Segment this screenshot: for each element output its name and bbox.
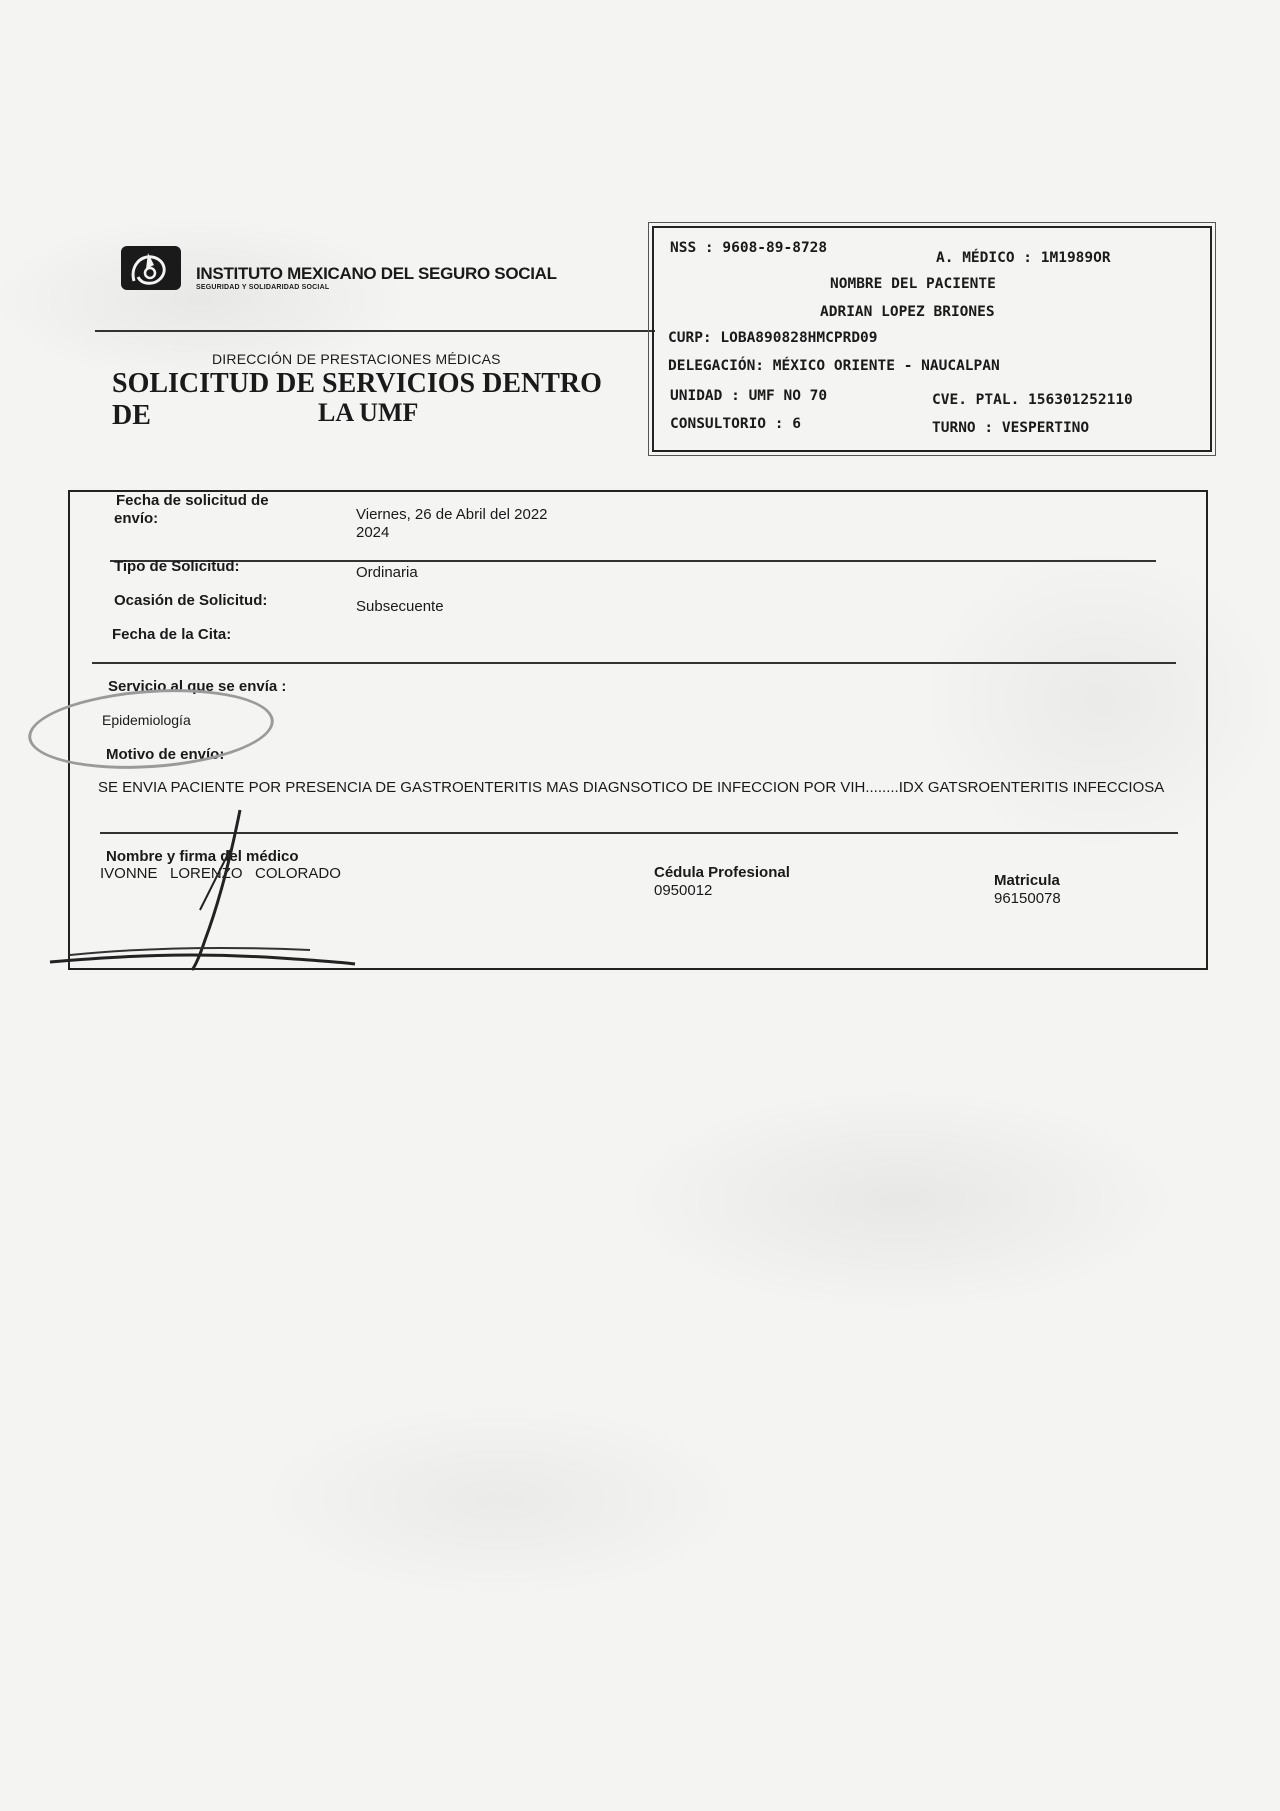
fecha-envio-label-2: envío: xyxy=(114,510,159,527)
servicio-value: Epidemiología xyxy=(102,712,191,728)
direction-label: DIRECCIÓN DE PRESTACIONES MÉDICAS xyxy=(212,351,501,367)
unidad-field: UNIDAD : UMF NO 70 xyxy=(670,388,828,404)
motivo-label: Motivo de envío: xyxy=(106,746,225,763)
header-divider xyxy=(95,330,655,332)
imss-eagle-logo-icon xyxy=(120,245,182,291)
patient-name: ADRIAN LOPEZ BRIONES xyxy=(820,304,995,320)
motivo-value: SE ENVIA PACIENTE POR PRESENCIA DE GASTROENTERITIS MAS DIAGNSOTICO DE INFECCION POR VIH........IDX GATSROENTERITIS INFECCIOSA xyxy=(98,779,1165,796)
section-divider xyxy=(110,560,1156,562)
fecha-envio-value: Viernes, 26 de Abril del 2022 xyxy=(356,506,548,523)
ocasion-solicitud-label: Ocasión de Solicitud: xyxy=(114,592,268,609)
nss-field: NSS : 9608-89-8728 xyxy=(670,240,828,256)
medico-name-label: Nombre y firma del médico xyxy=(106,848,299,865)
patient-name-label: NOMBRE DEL PACIENTE xyxy=(830,276,996,292)
patient-info-box xyxy=(652,226,1212,452)
fecha-envio-year: 2024 xyxy=(356,524,390,541)
cve-ptal-field: CVE. PTAL. 156301252110 xyxy=(932,392,1133,408)
servicio-label: Servicio al que se envía : xyxy=(108,678,287,695)
matricula-label: Matricula xyxy=(994,872,1060,889)
institution-name: INSTITUTO MEXICANO DEL SEGURO SOCIAL xyxy=(196,264,557,283)
tipo-solicitud-label: Tipo de Solicitud: xyxy=(114,558,240,575)
section-divider xyxy=(92,662,1176,664)
medico-field: A. MÉDICO : 1M1989OR xyxy=(936,250,1111,266)
consultorio-field: CONSULTORIO : 6 xyxy=(670,416,801,432)
medico-name-value: IVONNE LORENZO COLORADO xyxy=(100,865,341,882)
institution-tagline: SEGURIDAD Y SOLIDARIDAD SOCIAL xyxy=(196,284,330,291)
doctor-signature xyxy=(40,790,360,990)
delegacion-field: DELEGACIÓN: MÉXICO ORIENTE - NAUCALPAN xyxy=(668,358,1000,374)
tipo-solicitud-value: Ordinaria xyxy=(356,564,418,581)
document-title-line1: SOLICITUD DE SERVICIOS DENTRO DE xyxy=(112,368,602,431)
fecha-envio-label-1: Fecha de solicitud de xyxy=(116,492,269,509)
cedula-label: Cédula Profesional xyxy=(654,864,790,881)
turno-field: TURNO : VESPERTINO xyxy=(932,420,1090,436)
ocasion-solicitud-value: Subsecuente xyxy=(356,598,444,615)
cedula-value: 0950012 xyxy=(654,882,713,899)
document-title-line2: LA UMF xyxy=(318,398,419,427)
matricula-value: 96150078 xyxy=(994,890,1061,907)
fecha-cita-label: Fecha de la Cita: xyxy=(112,626,232,643)
curp-field: CURP: LOBA890828HMCPRD09 xyxy=(668,330,878,346)
